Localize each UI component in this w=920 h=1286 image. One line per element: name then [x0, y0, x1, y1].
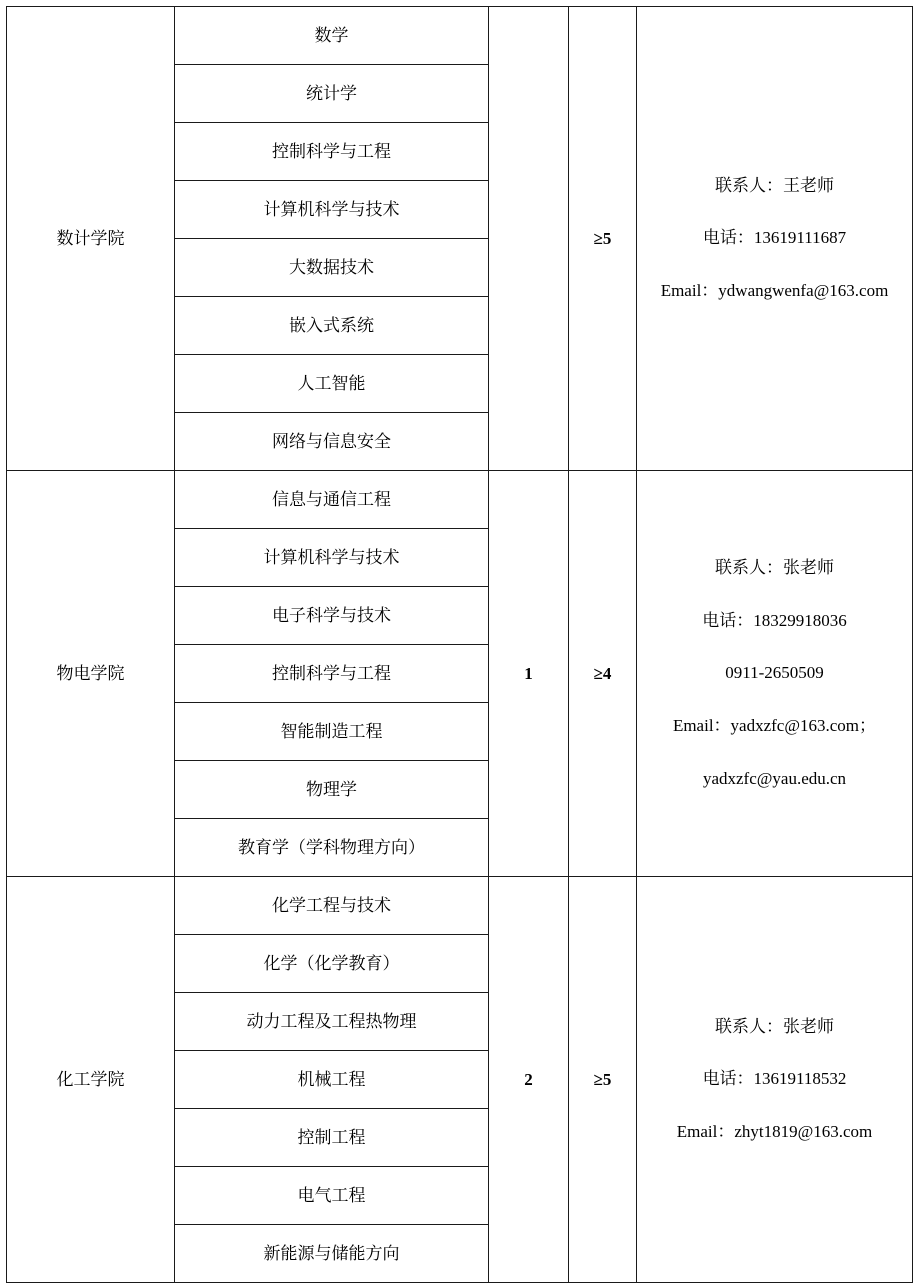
contact-line: 联系人：张老师: [715, 557, 834, 577]
college-cell: 数计学院: [7, 7, 175, 471]
major-cell: 动力工程及工程热物理: [175, 993, 489, 1051]
contact-cell: [637, 471, 913, 877]
major-cell: 网络与信息安全: [175, 413, 489, 471]
number-cell: 1: [489, 471, 569, 877]
major-cell: 大数据技术: [175, 239, 489, 297]
major-cell: 新能源与储能方向: [175, 1225, 489, 1283]
major-cell: 化学工程与技术: [175, 877, 489, 935]
contact-line: 联系人：张老师: [715, 1016, 834, 1036]
major-cell: 人工智能: [175, 355, 489, 413]
major-cell: 控制科学与工程: [175, 645, 489, 703]
contact-lines: [641, 987, 908, 1171]
major-cell: 机械工程: [175, 1051, 489, 1109]
contact-line: yadxzfc@yau.edu.cn: [702, 768, 847, 788]
contact-line: 联系人：王老师: [715, 175, 834, 195]
contact-line: Email：zhyt1819@163.com: [676, 1122, 873, 1142]
contact-line: Email：ydwangwenfa@163.com: [660, 281, 889, 301]
contact-line: 电话：13619111687: [702, 228, 847, 248]
contact-lines: [641, 529, 908, 819]
major-cell: 电气工程: [175, 1167, 489, 1225]
major-cell: 计算机科学与技术: [175, 181, 489, 239]
major-cell: 数学: [175, 7, 489, 65]
count-cell: ≥5: [569, 877, 637, 1283]
major-cell: 教育学（学科物理方向）: [175, 819, 489, 877]
table-row: [7, 877, 913, 935]
number-cell: 2: [489, 877, 569, 1283]
major-cell: 物理学: [175, 761, 489, 819]
major-cell: 控制工程: [175, 1109, 489, 1167]
table-body: [7, 7, 913, 1283]
contact-line: Email：yadxzfc@163.com；: [672, 716, 877, 736]
major-cell: 嵌入式系统: [175, 297, 489, 355]
major-cell: 智能制造工程: [175, 703, 489, 761]
major-cell: 信息与通信工程: [175, 471, 489, 529]
count-cell: ≥4: [569, 471, 637, 877]
contact-cell: [637, 7, 913, 471]
major-cell: 控制科学与工程: [175, 123, 489, 181]
table-row: [7, 471, 913, 529]
contact-lines: [641, 146, 908, 330]
document-page: [0, 6, 920, 1286]
major-cell: 化学（化学教育）: [175, 935, 489, 993]
contact-line: 电话：18329918036: [702, 610, 847, 630]
major-cell: 统计学: [175, 65, 489, 123]
college-cell: 化工学院: [7, 877, 175, 1283]
major-cell: 电子科学与技术: [175, 587, 489, 645]
major-cell: 计算机科学与技术: [175, 529, 489, 587]
contact-line: 0911-2650509: [725, 663, 824, 683]
contact-cell: [637, 877, 913, 1283]
count-cell: ≥5: [569, 7, 637, 471]
college-cell: 物电学院: [7, 471, 175, 877]
contact-line: 电话：13619118532: [702, 1069, 847, 1089]
number-cell: [489, 7, 569, 471]
recruitment-table: [6, 6, 913, 1283]
table-row: [7, 7, 913, 65]
